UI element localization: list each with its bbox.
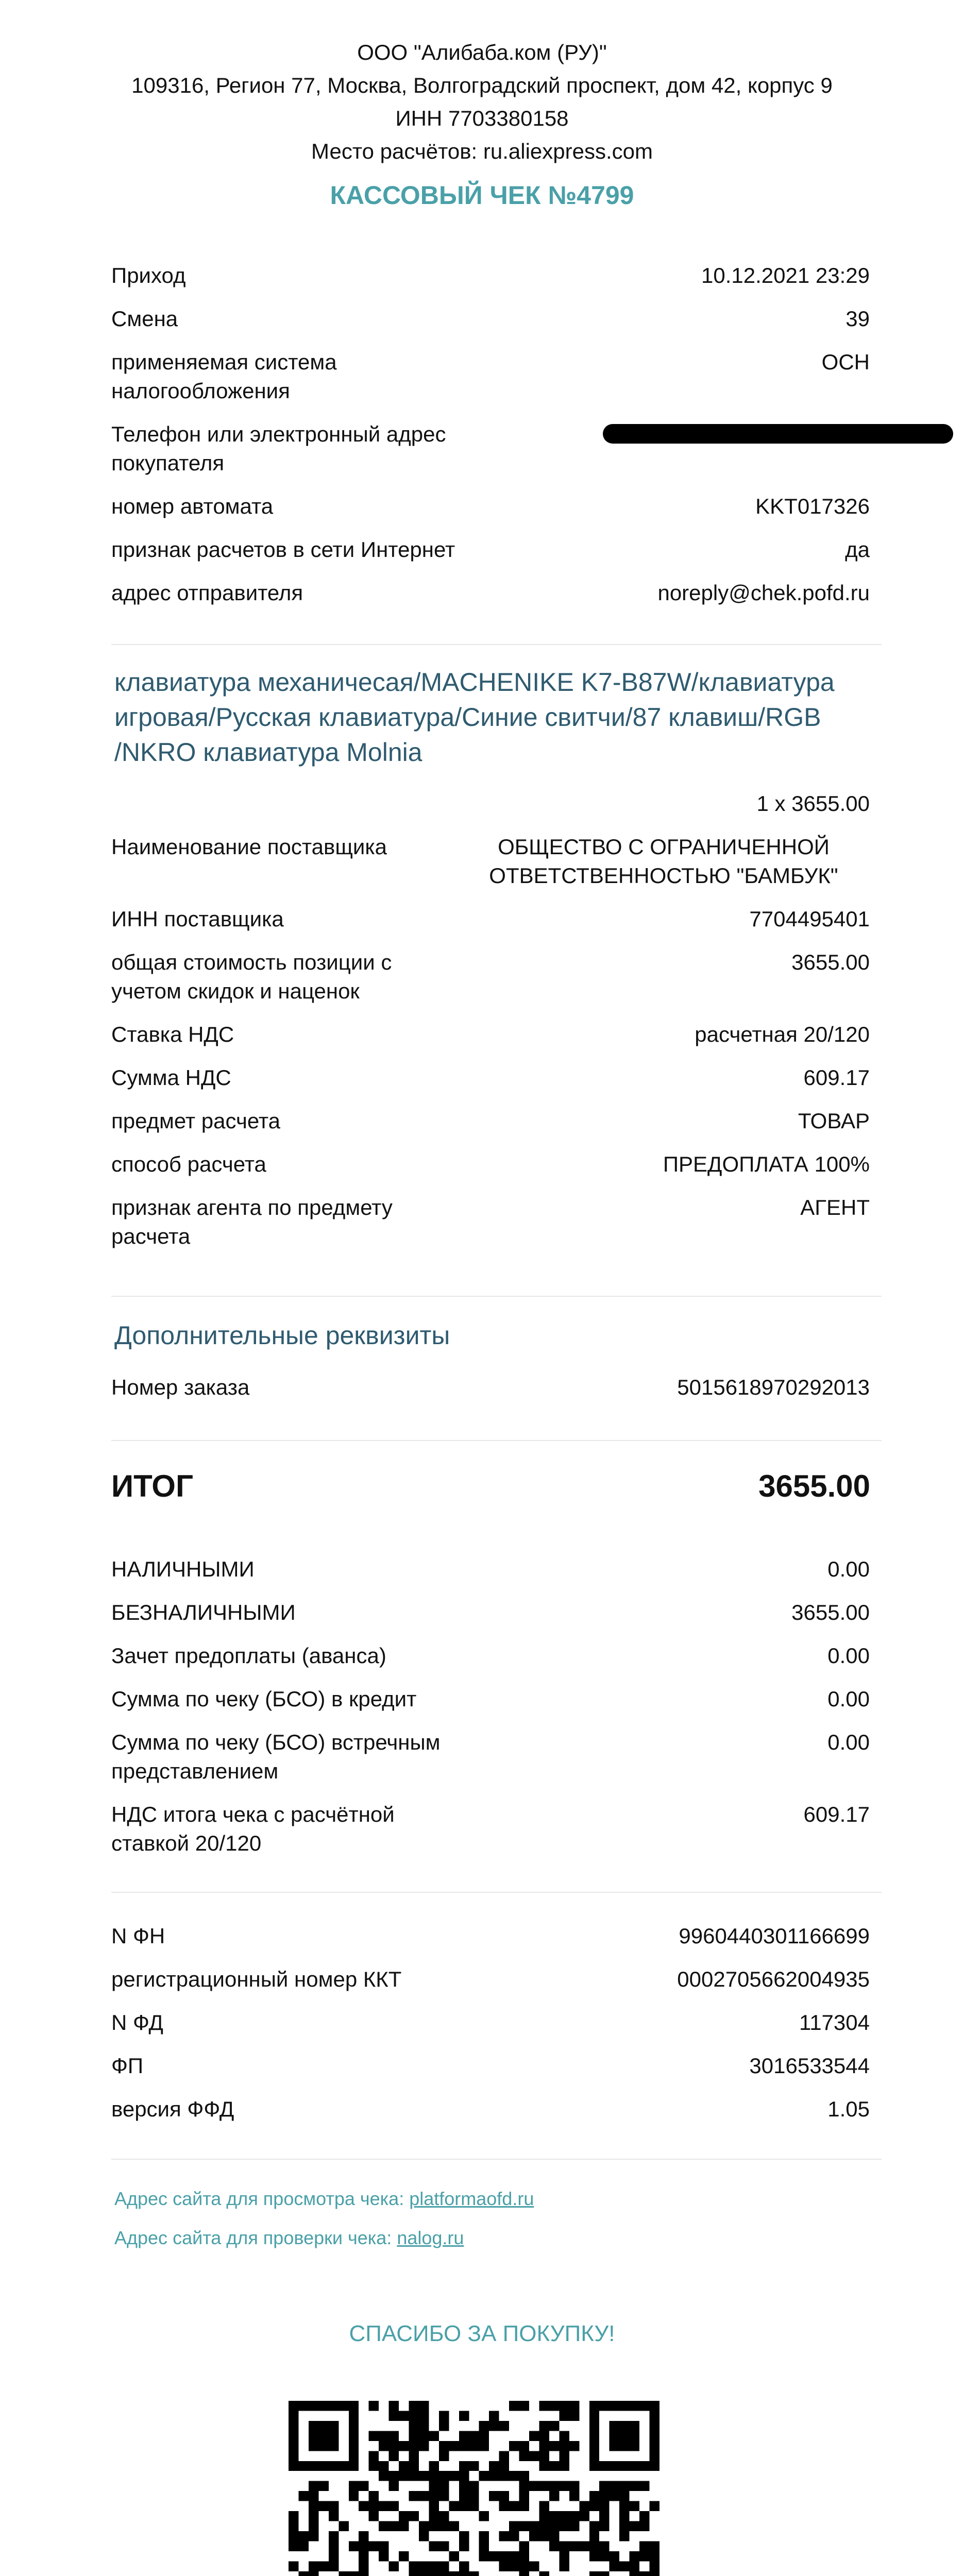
company-inn: ИНН 7703380158 — [395, 106, 569, 130]
field-row: признак расчетов в сети Интернет да — [111, 537, 870, 562]
payment-fields — [111, 1555, 870, 1872]
field-row: признак агента по предмету расчета АГЕНТ — [111, 1195, 870, 1248]
field-row: Зачет предоплаты (аванса) 0.00 — [111, 1643, 870, 1668]
divider — [111, 2159, 882, 2160]
field-row: адрес отправителя noreply@chek.pofd.ru — [111, 581, 870, 605]
item-qty-row — [111, 789, 870, 833]
thanks-message: СПАСИБО ЗА ПОКУПКУ! — [349, 2321, 615, 2346]
field-row: Сумма по чеку (БСО) встречным представлением 0.00 — [111, 1730, 870, 1783]
field-row: предмет расчета ТОВАР — [111, 1109, 870, 1133]
field-row: ФП 3016533544 — [111, 2054, 870, 2078]
field-row: общая стоимость позиции с учетом скидок и наценок 3655.00 — [111, 950, 870, 1003]
company-name: ООО "Алибаба.ком (РУ)" — [357, 40, 607, 64]
field-row: Сумма НДС 609.17 — [111, 1065, 870, 1090]
item-qty-price: 1 x 3655.00 — [756, 791, 870, 816]
check-site-label: Адрес сайта для проверки чека: — [114, 2227, 392, 2248]
redacted-contact — [603, 424, 953, 444]
item-title: клавиатура механичесая/MACHENIKE K7-B87W/клавиатура игровая/Русская клавиатура/Синие свитчи/87 клавиш/RGB /NKRO клавиатура Molnia — [114, 668, 835, 767]
field-row: Ставка НДС расчетная 20/120 — [111, 1022, 870, 1046]
total-value: 3655.00 — [758, 1469, 870, 1503]
receipt-links — [114, 2179, 534, 2258]
field-row: Смена 39 — [111, 307, 870, 331]
field-row: ИНН поставщика 7704495401 — [111, 907, 870, 931]
field-row: Наименование поставщика ОБЩЕСТВО С ОГРАНИЧЕННОЙ ОТВЕТСТВЕННОСТЬЮ "БАМБУК" — [111, 835, 838, 888]
field-row: N ФД 117304 — [111, 2010, 870, 2035]
field-row: N ФН 9960440301166699 — [111, 1924, 870, 1948]
field-row: версия ФФД 1.05 — [111, 2097, 870, 2121]
field-row: Приход 10.12.2021 23:29 — [111, 263, 870, 287]
extra-section-title: Дополнительные реквизиты — [114, 1321, 450, 1350]
field-row: способ расчета ПРЕДОПЛАТА 100% — [111, 1152, 870, 1176]
field-row: НАЛИЧНЫМИ 0.00 — [111, 1557, 870, 1581]
receipt-header — [0, 36, 964, 168]
view-site-link[interactable]: platformaofd.ru — [409, 2188, 534, 2209]
divider — [111, 644, 882, 645]
field-row: номер автомата KKT017326 — [111, 494, 870, 518]
total-label: ИТОГ — [111, 1469, 193, 1503]
field-row: БЕЗНАЛИЧНЫМИ 3655.00 — [111, 1600, 870, 1624]
divider — [111, 1892, 882, 1893]
fiscal-fields — [111, 1922, 870, 2138]
field-row: Телефон или электронный адрес покупателя — [111, 422, 446, 475]
divider — [111, 1296, 882, 1297]
settlement-place: Место расчётов: ru.aliexpress.com — [311, 139, 653, 163]
field-row: применяемая система налогообложения ОСН — [111, 350, 870, 403]
qr-code — [289, 2401, 659, 2576]
item-fields — [111, 789, 870, 1265]
field-row: Номер заказа 5015618970292013 — [111, 1375, 870, 1399]
field-row: НДС итога чека с расчётной ставкой 20/120 609.17 — [111, 1802, 870, 1855]
extra-fields — [111, 1373, 870, 1416]
field-row: Сумма по чеку (БСО) в кредит 0.00 — [111, 1687, 870, 1711]
company-address: 109316, Регион 77, Москва, Волгоградский проспект, дом 42, корпус 9 — [131, 73, 833, 97]
view-site-label: Адрес сайта для просмотра чека: — [114, 2188, 404, 2209]
divider — [111, 1440, 882, 1441]
field-row: регистрационный номер ККТ 0002705662004935 — [111, 1967, 870, 1991]
check-site-link[interactable]: nalog.ru — [397, 2227, 464, 2248]
receipt-title: КАССОВЫЙ ЧЕК №4799 — [330, 181, 634, 210]
